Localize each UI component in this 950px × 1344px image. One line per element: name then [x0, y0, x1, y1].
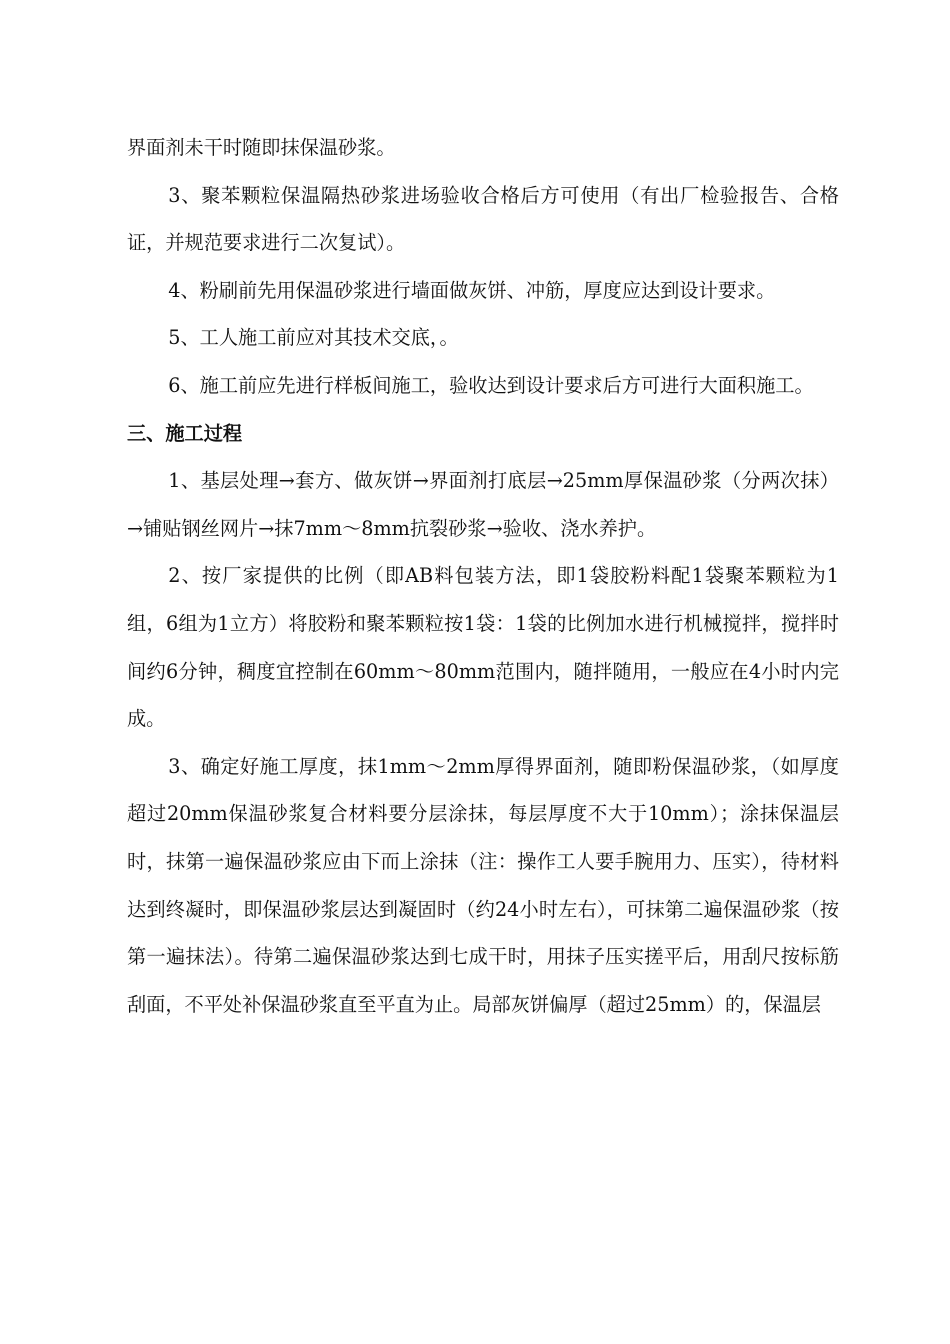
section-heading: 三、施工过程 — [127, 421, 243, 445]
paragraph-continuation: 界面剂未干时随即抹保温砂浆。 — [127, 136, 396, 159]
paragraph-item-6: 6、施工前应先进行样板间施工，验收达到设计要求后方可进行大面积施工。 — [168, 373, 814, 397]
paragraph-item-5: 5、工人施工前应对其技术交底，。 — [168, 326, 459, 350]
paragraph-item-4: 4、粉刷前先用保温砂浆进行墙面做灰饼、冲筋，厚度应达到设计要求。 — [168, 278, 776, 302]
paragraph-process-3: 3、确定好施工厚度，抹1mm～2mm厚得界面剂，随即粉保温砂浆，（如厚度超过20mm保温砂浆复合材料要分层涂抹，每层厚度不大于10mm）；涂抹保温层时，抹第一遍保温砂浆应由下而上涂抹（注：操作工人要手腕用力、压实），待材料达到终凝时，即保温砂浆层达到凝固时（约24小时左右），可抹第二遍保温砂浆（按第一遍抹法）。待第二遍保温砂浆达到七成干时，用抹子压实搓平后，用刮尺按标筋刮面，不平处补保温砂浆直至平直为止。局部灰饼偏厚（超过25mm）的，保温层 — [127, 754, 839, 1016]
paragraph-process-2: 2、按厂家提供的比例（即AB料包装方法，即1袋胶粉料配1袋聚苯颗粒为1组，6组为1立方）将胶粉和聚苯颗粒按1袋：1袋的比例加水进行机械搅拌，搅拌时间约6分钟，稠度宜控制在60mm～80mm范围内，随拌随用，一般应在4小时内完成。 — [127, 564, 839, 731]
paragraph-item-3: 3、聚苯颗粒保温隔热砂浆进场验收合格后方可使用（有出厂检验报告、合格证，并规范要求进行二次复试）。 — [127, 183, 839, 255]
document-body — [127, 124, 839, 1028]
paragraph-process-1: 1、基层处理→套方、做灰饼→界面剂打底层→25mm厚保温砂浆（分两次抹）→铺贴钢丝网片→抹7mm～8mm抗裂砂浆→验收、浇水养护。 — [127, 469, 839, 540]
